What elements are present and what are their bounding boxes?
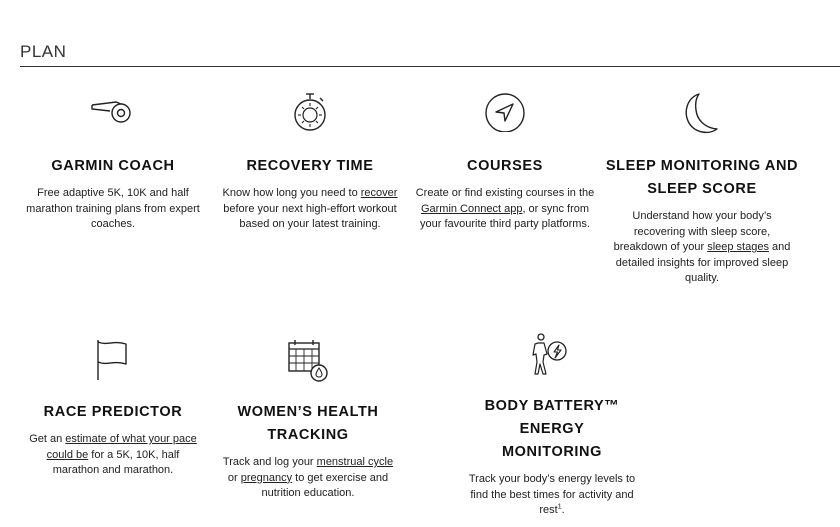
feature-body-battery [452,332,652,519]
recover-link[interactable]: recover [360,187,398,199]
body-battery-icon [529,332,575,376]
navigation-arrow-icon [482,92,528,132]
footnote-marker[interactable]: 1 [557,503,562,511]
section-title: PLAN [20,42,67,61]
feature-race-predictor [15,338,211,479]
feature-description: Free adaptive 5K, 10K and half marathon training plans from expert coaches. [26,187,200,230]
feature-womens-health [210,338,406,502]
feature-title: RACE PREDICTOR [43,404,183,420]
calendar-drop-icon [285,338,331,382]
section-divider [20,66,840,67]
whistle-icon [90,92,136,132]
feature-title: SLEEP MONITORING AND SLEEP SCORE [605,158,799,197]
garmin-connect-app-link[interactable]: Garmin Connect app [420,202,523,215]
feature-description: Get an estimate of what your pace could be for a 5K, 10K, half marathon and marathon. [29,433,197,476]
feature-garmin-coach [15,92,211,233]
feature-title: WOMEN’S HEALTH TRACKING [237,404,379,443]
feature-description: Know how long you need to recover before your next high-effort workout based on your latest training. [222,187,398,230]
pace-estimate-link[interactable]: estimate of what your pace [65,433,197,445]
sleep-stages-link[interactable]: sleep stages [707,241,769,253]
feature-sleep-monitoring [602,92,802,287]
feature-title: RECOVERY TIME [246,158,374,174]
stopwatch-icon [287,92,333,132]
pregnancy-link[interactable]: pregnancy [240,471,293,484]
feature-courses [407,92,603,233]
feature-title: GARMIN COACH [51,158,175,174]
could-be-link[interactable]: could be [46,448,89,461]
feature-title: BODY BATTERY™ ENERGY MONITORING [484,398,620,460]
feature-recovery-time [212,92,408,233]
flag-icon [90,338,136,382]
feature-description: Create or find existing courses in the Garmin Connect app, or sync from your favourite third party platforms. [415,187,595,230]
feature-title: COURSES [467,158,543,174]
menstrual-cycle-link[interactable]: menstrual cycle [316,456,394,468]
crescent-moon-icon [679,92,725,136]
feature-description: Track your body’s energy levels to find the best times for activity and rest$^1$. [468,473,636,516]
feature-description: Understand how your body’s recovering with sleep score, breakdown of your sleep stages and detailed insights for improved sleep quality. [613,210,791,284]
feature-description: Track and log your menstrual cycle or pregnancy to get exercise and nutrition education. [222,456,394,499]
